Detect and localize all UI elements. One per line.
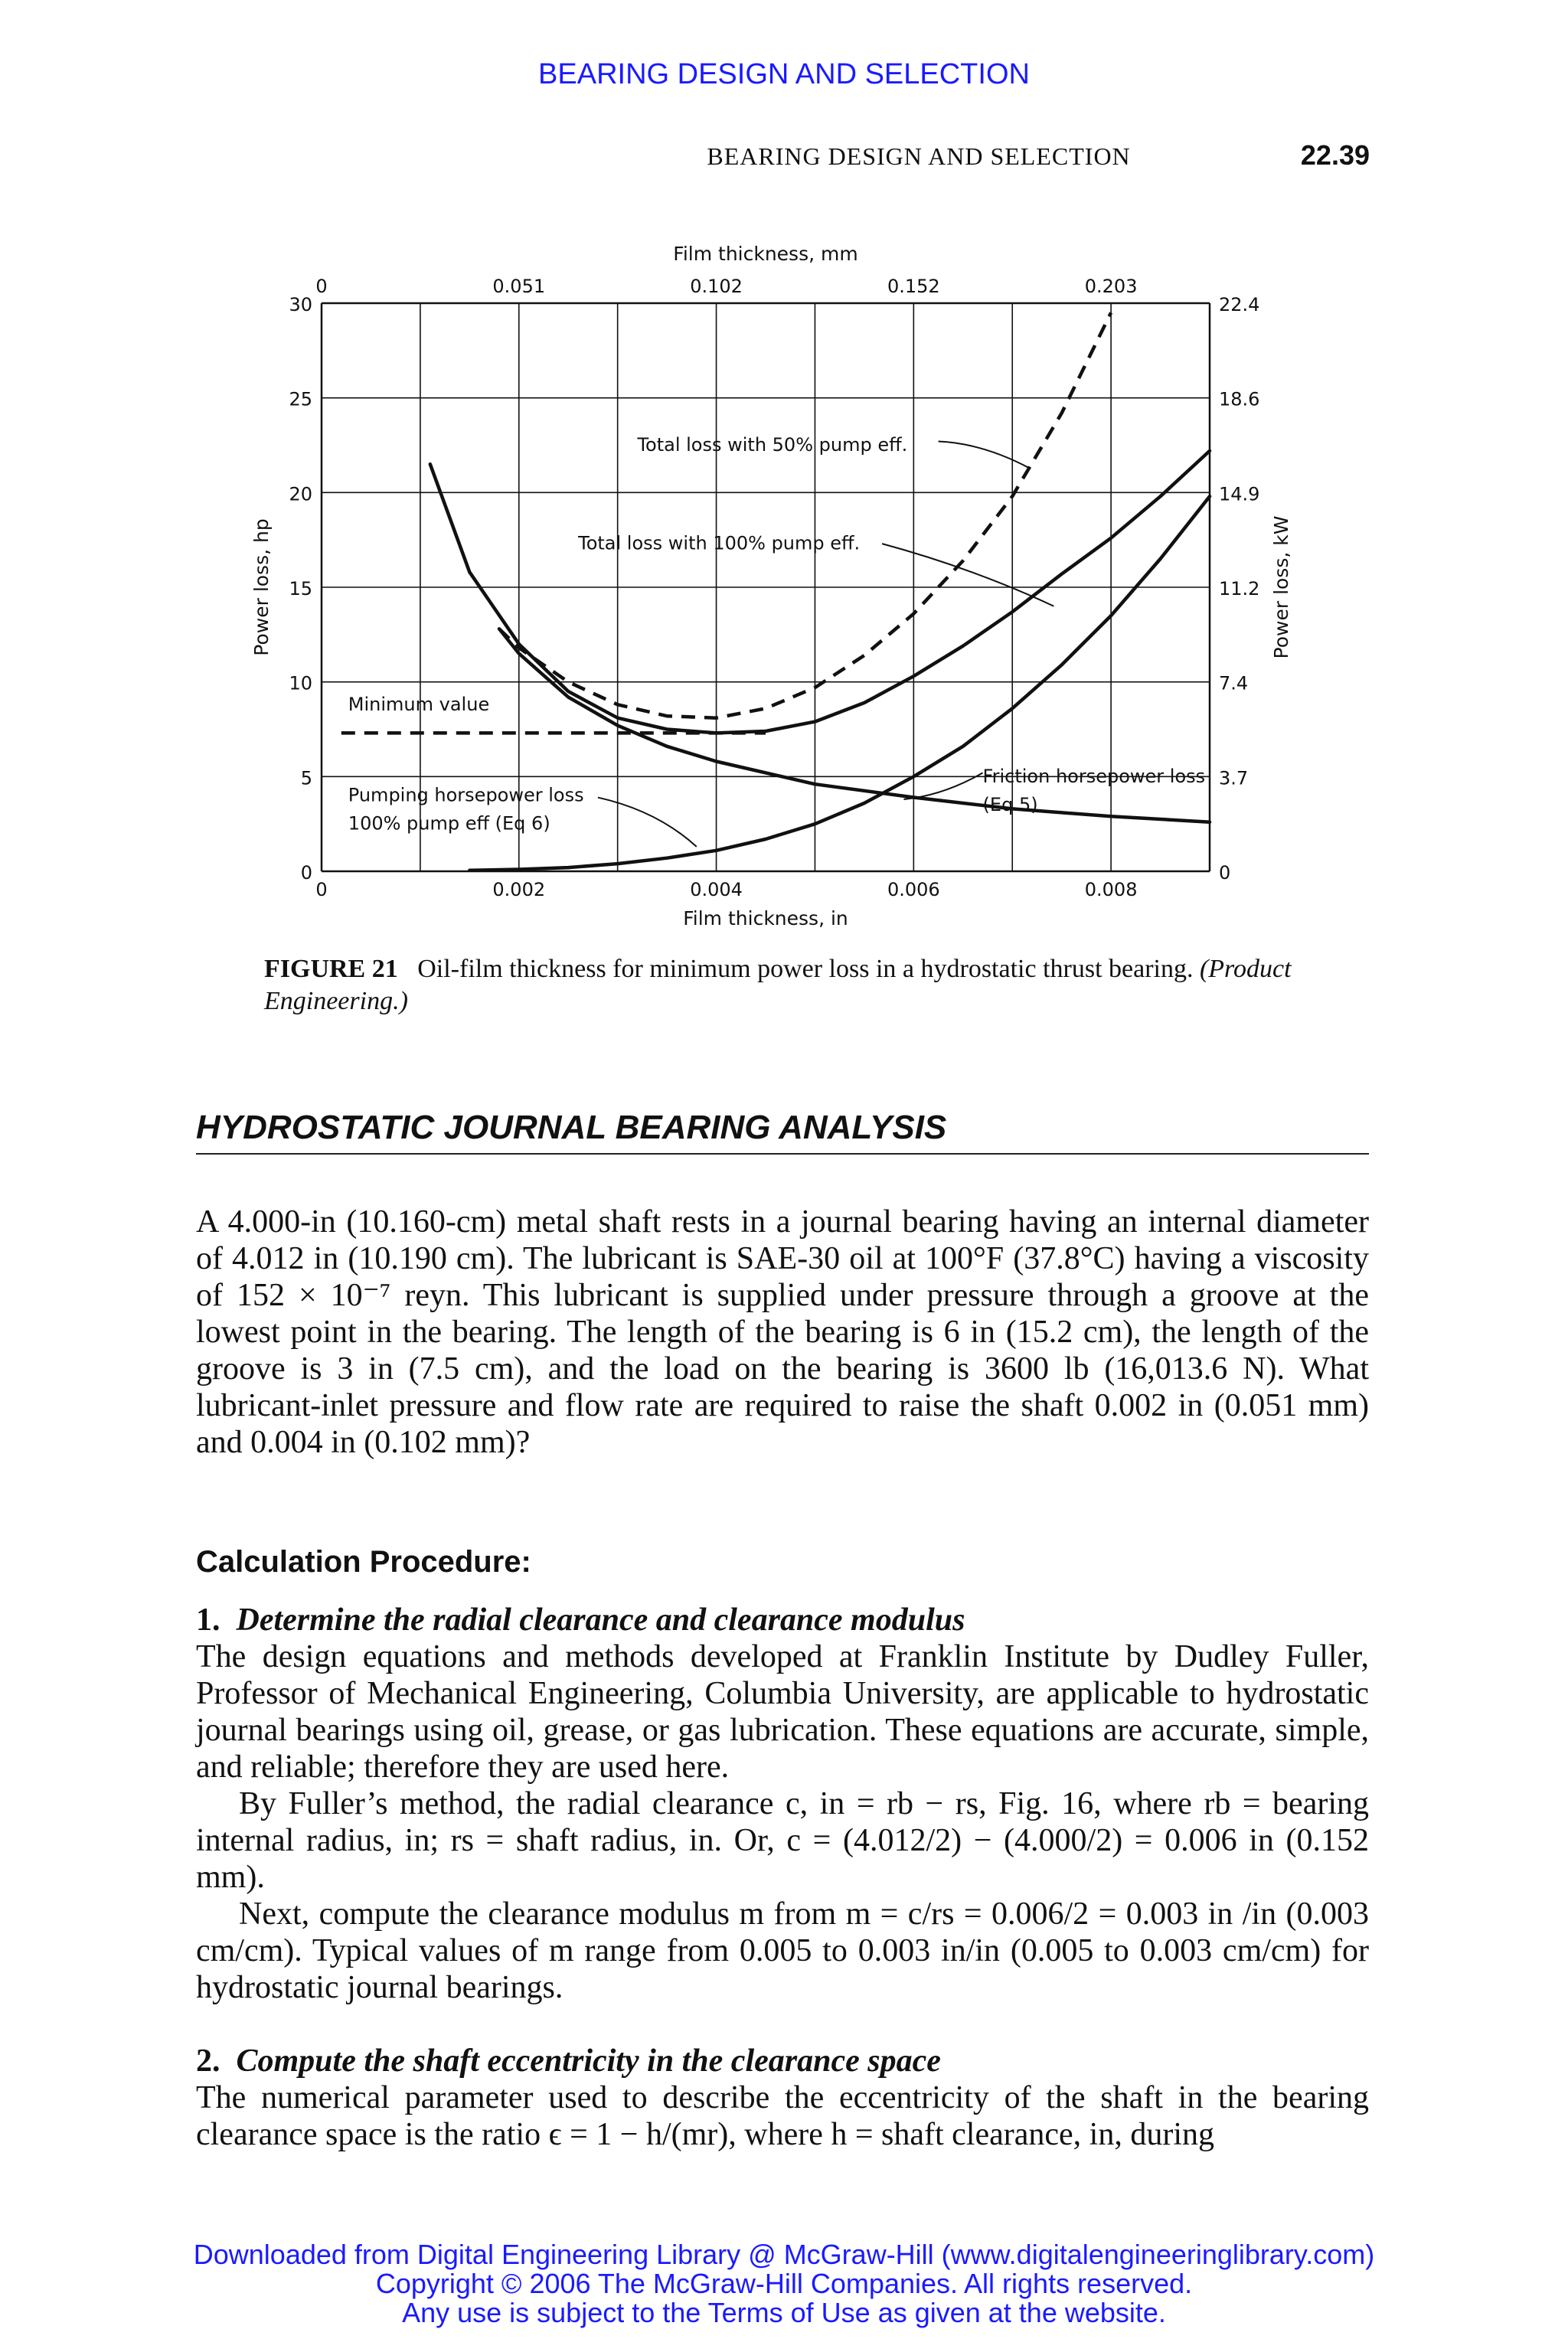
x-axis-label: Film thickness, in <box>683 907 848 929</box>
annotation-pumping-eq: 100% pump eff (Eq 6) <box>348 812 550 835</box>
footer-download-link[interactable]: Downloaded from Digital Engineering Library @ McGraw-Hill (www.digitalengineeringlibrary.com) <box>193 2239 1375 2270</box>
y-tick-label: 10 <box>289 672 312 694</box>
footer-copyright: Copyright © 2006 The McGraw-Hill Companies. All rights reserved. <box>375 2268 1193 2299</box>
y-tick-label: 20 <box>289 483 312 505</box>
y-tick-label: 0 <box>300 862 312 884</box>
top-banner-link[interactable]: BEARING DESIGN AND SELECTION <box>538 58 1030 90</box>
running-head: BEARING DESIGN AND SELECTION <box>707 142 1131 170</box>
calculation-heading: Calculation Procedure: <box>196 1545 531 1579</box>
figure-number: FIGURE 21 <box>264 955 398 983</box>
figure-caption <box>264 953 1302 1018</box>
step-2-paragraph-1: The numerical parameter used to describe the eccentricity of the shaft in the bearing clearance space is the ratio ϵ = 1 − h/(mr), where h = shaft clearance, in, during <box>196 2080 1369 2152</box>
step-1-paragraph-3: Next, compute the clearance modulus m from m = c/rs = 0.006/2 = 0.003 in /in (0.003 cm/cm). Typical values of m range from 0.005 to 0.003 in/in (0.005 to 0.003 cm/cm) for hydrostatic journal bearings. <box>196 1896 1369 2005</box>
y-right-tick-label: 0 <box>1219 862 1231 884</box>
x-top-tick-label: 0.051 <box>492 276 546 297</box>
x-top-axis-label: Film thickness, mm <box>673 243 858 265</box>
step-1-paragraph-2: By Fuller’s method, the radial clearance c, in = rb − rs, Fig. 16, where rb = bearing internal radius, in; rs = shaft radius, in. Or, c = (4.012/2) − (4.000/2) = 0.006 in (0.152 mm). <box>196 1786 1369 1895</box>
y-right-axis-label: Power loss, kW <box>1270 515 1292 659</box>
annotation-leader-line <box>598 798 697 847</box>
y-right-tick-label: 14.9 <box>1219 483 1260 505</box>
y-right-tick-label: 22.4 <box>1219 294 1260 315</box>
page-number: 22.39 <box>1300 139 1370 171</box>
y-right-tick-label: 18.6 <box>1219 388 1260 410</box>
x-tick-label: 0 <box>315 879 328 900</box>
annotation-friction-loss: Friction horsepower loss <box>982 765 1206 787</box>
step-1-number: 1. <box>196 1602 220 1638</box>
y-tick-label: 5 <box>300 767 312 789</box>
x-top-tick-label: 0.152 <box>887 276 940 297</box>
y-tick-label: 15 <box>289 578 312 599</box>
y-right-tick-label: 11.2 <box>1219 578 1260 599</box>
series-friction-loss <box>499 629 1210 822</box>
step-1-paragraph-1: The design equations and methods developed at Franklin Institute by Dudley Fuller, Professor of Mechanical Engineering, Columbia University, are applicable to hydrostatic journal bearings using oil, grease, or gas lubrication. These equations are accurate, simple, and reliable; therefore they are used here. <box>196 1639 1369 1785</box>
footer-terms-link[interactable]: Any use is subject to the Terms of Use as given at the website. <box>402 2297 1166 2328</box>
x-tick-label: 0.006 <box>887 879 940 900</box>
series-total-100-pump <box>430 451 1210 733</box>
series-total-50-pump <box>499 312 1111 717</box>
y-right-tick-label: 7.4 <box>1219 672 1249 694</box>
x-top-tick-label: 0.102 <box>690 276 743 297</box>
y-axis-label: Power loss, hp <box>250 518 273 656</box>
step-1-title: Determine the radial clearance and clearance modulus <box>236 1602 965 1638</box>
annotation-minimum-value: Minimum value <box>348 693 490 715</box>
y-tick-label: 30 <box>289 294 312 315</box>
annotation-total-50: Total loss with 50% pump eff. <box>637 433 908 456</box>
section-title: HYDROSTATIC JOURNAL BEARING ANALYSIS <box>196 1109 1369 1155</box>
caption-source: (Product Engineering.) <box>264 955 1292 1015</box>
annotation-leader-line <box>882 544 1054 606</box>
figure-21 <box>245 222 1302 957</box>
x-top-tick-label: 0 <box>315 276 328 297</box>
x-tick-label: 0.002 <box>492 879 546 900</box>
x-top-tick-label: 0.203 <box>1084 276 1138 297</box>
footer <box>0 2240 1568 2328</box>
x-tick-label: 0.004 <box>690 879 743 900</box>
annotation-pumping-loss: Pumping horsepower loss <box>348 784 584 806</box>
x-tick-label: 0.008 <box>1084 879 1138 900</box>
step-1-heading <box>196 1602 1369 1638</box>
y-tick-label: 25 <box>289 388 312 410</box>
step-2-number: 2. <box>196 2043 220 2079</box>
step-2-heading <box>196 2043 1369 2079</box>
y-right-tick-label: 3.7 <box>1219 767 1249 789</box>
power-loss-chart <box>245 222 1302 957</box>
annotation-total-100: Total loss with 100% pump eff. <box>578 532 861 554</box>
annotation-leader-line <box>939 442 1030 469</box>
caption-text: Oil-film thickness for minimum power loss in a hydrostatic thrust bearing. <box>417 955 1194 983</box>
annotation-friction-eq: (Eq 5) <box>982 793 1038 815</box>
problem-statement: A 4.000-in (10.160-cm) metal shaft rests in a journal bearing having an internal diameter of 4.012 in (10.190 cm). The lubricant is SAE-30 oil at 100°F (37.8°C) having a viscosity of 152 × 10⁻⁷ reyn. This lubricant is supplied under pressure through a groove at the lowest point in the bearing. The length of the bearing is 6 in (15.2 cm), the length of the groove is 3 in (7.5 cm), and the load on the bearing is 3600 lb (16,013.6 N). What lubricant-inlet pressure and flow rate are required to raise the shaft 0.002 in (0.051 mm) and 0.004 in (0.102 mm)? <box>196 1204 1369 1460</box>
step-2-title: Compute the shaft eccentricity in the clearance space <box>236 2043 941 2079</box>
